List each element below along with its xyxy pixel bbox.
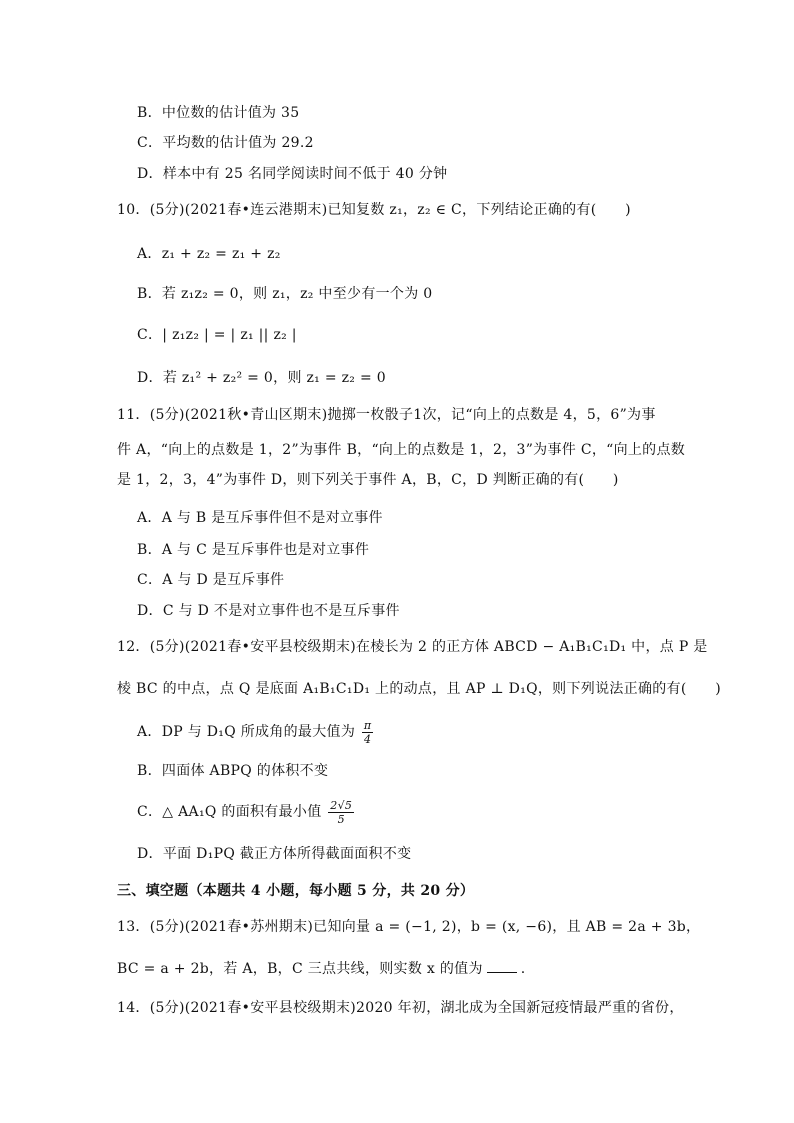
q10-option-b: B．若 z₁z₂ = 0，则 z₁，z₂ 中至少有一个为 0	[137, 286, 433, 302]
q11-option-a: A．A 与 B 是互斥事件但不是对立事件	[137, 510, 383, 526]
q14-stem-line1: 14．(5分)(2021春•安平县校级期末)2020 年初，湖北成为全国新冠疫情最严重的省份，	[117, 1000, 684, 1016]
q10-option-a: A．z₁ + z₂ = z₁ + z₂	[137, 246, 281, 262]
fraction-numerator: 2√5	[330, 798, 353, 812]
section-heading-fill-in: 三、填空题（本题共 4 小题，每小题 5 分，共 20 分）	[117, 883, 475, 899]
q12-option-a-fraction	[362, 719, 374, 746]
q9-option-b: B．中位数的估计值为 35	[137, 105, 300, 121]
fraction-numerator: π	[363, 718, 372, 732]
q12-option-c	[137, 796, 354, 828]
q12-option-a	[137, 716, 373, 748]
q12-option-a-text: A．DP 与 D₁Q 所成角的最大值为	[137, 724, 356, 740]
fraction-denominator: 5	[337, 812, 345, 826]
q13-stem-line2-end: .	[520, 961, 526, 977]
q9-option-c: C．平均数的估计值为 29.2	[137, 135, 314, 151]
q12-option-c-fraction	[328, 799, 354, 826]
q11-stem-line2: 件 A，“向上的点数是 1，2”为事件 B，“向上的点数是 1，2，3”为事件 C，“向上的点数	[117, 442, 686, 458]
q13-stem-line2	[117, 958, 526, 979]
q11-stem-line3: 是 1，2，3，4”为事件 D，则下列关于事件 A，B，C，D 判断正确的有( )	[117, 472, 619, 488]
q13-stem-line2-text: BC = a + 2b，若 A，B，C 三点共线，则实数 x 的值为	[117, 961, 483, 977]
q12-option-d: D．平面 D₁PQ 截正方体所得截面面积不变	[137, 846, 412, 862]
q13-stem-line1: 13．(5分)(2021春•苏州期末)已知向量 a = (−1, 2)，b = (x, −6)，且 AB = 2a + 3b，	[117, 919, 701, 935]
fraction-denominator: 4	[364, 732, 372, 746]
answer-blank	[487, 958, 517, 973]
q11-stem-line1: 11．(5分)(2021秋•青山区期末)抛掷一枚骰子1次，记“向上的点数是 4，5，6”为事	[117, 407, 656, 423]
q10-option-d: D．若 z₁² + z₂² = 0，则 z₁ = z₂ = 0	[137, 370, 386, 386]
q12-stem-line1: 12．(5分)(2021春•安平县校级期末)在棱长为 2 的正方体 ABCD − A₁B₁C₁D₁ 中，点 P 是	[117, 639, 708, 655]
q11-option-b: B．A 与 C 是互斥事件也是对立事件	[137, 542, 370, 558]
q10-stem: 10．(5分)(2021春•连云港期末)已知复数 z₁，z₂ ∈ C，下列结论正确的有( )	[117, 202, 631, 218]
q12-option-b: B．四面体 ABPQ 的体积不变	[137, 763, 329, 779]
q11-option-c: C．A 与 D 是互斥事件	[137, 572, 285, 588]
q10-option-c: C．| z₁z₂ | = | z₁ || z₂ |	[137, 327, 297, 343]
q9-option-d: D．样本中有 25 名同学阅读时间不低于 40 分钟	[137, 166, 448, 182]
q11-option-d: D．C 与 D 不是对立事件也不是互斥事件	[137, 603, 400, 619]
q12-option-c-text: C．△ AA₁Q 的面积有最小值	[137, 804, 322, 820]
q12-stem-line2: 棱 BC 的中点，点 Q 是底面 A₁B₁C₁D₁ 上的动点，且 AP ⊥ D₁Q，则下列说法正确的有( )	[117, 681, 722, 697]
